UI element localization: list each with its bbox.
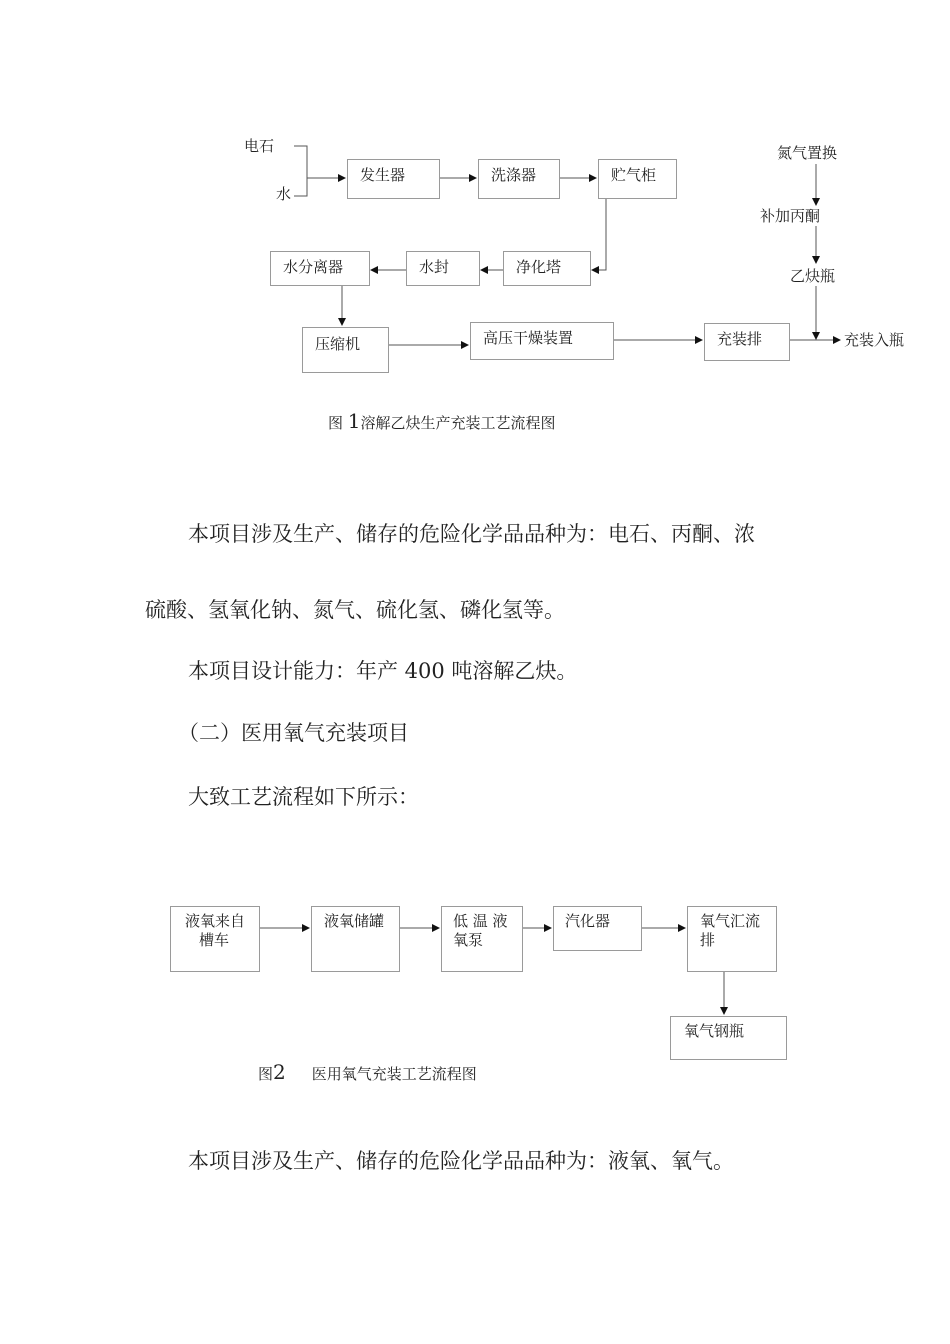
figure2-caption bbox=[258, 1060, 477, 1084]
box-compressor: 压缩机 bbox=[302, 327, 389, 373]
figure1-caption bbox=[328, 409, 556, 433]
paragraph-oxygen-hazards: 本项目涉及生产、储存的危险化学品品种为：液氧、氧气。 bbox=[188, 1149, 734, 1173]
pump-line-1: 低 温 液 bbox=[453, 912, 508, 930]
caption2-number: 2 bbox=[273, 1060, 286, 1084]
label-acetylene-cylinder: 乙炔瓶 bbox=[790, 267, 836, 285]
box-cryogenic-pump bbox=[441, 906, 523, 972]
tanker-line-2: 槽车 bbox=[199, 931, 230, 949]
box-dryer: 高压干燥装置 bbox=[470, 322, 614, 360]
label-nitrogen-purge: 氮气置换 bbox=[777, 144, 838, 162]
manifold-line-2: 排 bbox=[700, 931, 716, 949]
box-oxygen-manifold bbox=[687, 906, 777, 972]
label-acetone-addition: 补加丙酮 bbox=[760, 207, 821, 225]
paragraph-capacity: 本项目设计能力：年产 400 吨溶解乙炔。 bbox=[188, 659, 578, 683]
box-liquid-oxygen-storage: 液氧储罐 bbox=[311, 906, 400, 972]
input-water: 水 bbox=[276, 185, 292, 203]
box-liquid-oxygen-tanker bbox=[170, 906, 260, 972]
box-water-seal: 水封 bbox=[406, 251, 480, 286]
input-calcium-carbide: 电石 bbox=[244, 137, 275, 155]
box-purifier: 净化塔 bbox=[503, 251, 591, 286]
manifold-line-1: 氧气汇流 bbox=[700, 912, 761, 930]
caption1-text: 溶解乙炔生产充装工艺流程图 bbox=[360, 414, 556, 432]
paragraph-1-line-2: 硫酸、氢氧化钠、氮气、硫化氢、磷化氢等。 bbox=[145, 598, 565, 622]
paragraph-1-line-1: 本项目涉及生产、储存的危险化学品品种为：电石、丙酮、浓 bbox=[188, 522, 755, 546]
paragraph-process-intro: 大致工艺流程如下所示： bbox=[188, 785, 419, 809]
section-heading-medical-oxygen: （二）医用氧气充装项目 bbox=[178, 721, 409, 745]
box-vaporizer: 汽化器 bbox=[553, 906, 642, 951]
tanker-line-1: 液氧来自 bbox=[185, 912, 246, 930]
box-water-separator: 水分离器 bbox=[270, 251, 370, 286]
box-oxygen-cylinder: 氧气钢瓶 bbox=[670, 1016, 787, 1060]
caption1-number: 1 bbox=[347, 409, 361, 433]
box-gas-holder: 贮气柜 bbox=[598, 159, 677, 199]
label-fill-into-cylinder: 充装入瓶 bbox=[844, 331, 905, 349]
box-scrubber: 洗涤器 bbox=[478, 159, 560, 199]
caption1-prefix: 图 bbox=[328, 414, 344, 432]
caption2-prefix: 图 bbox=[258, 1065, 274, 1083]
box-generator: 发生器 bbox=[347, 159, 440, 199]
box-filling-rack: 充装排 bbox=[704, 323, 790, 361]
caption2-text: 医用氧气充装工艺流程图 bbox=[311, 1065, 477, 1083]
pump-line-2: 氧泵 bbox=[453, 931, 484, 949]
